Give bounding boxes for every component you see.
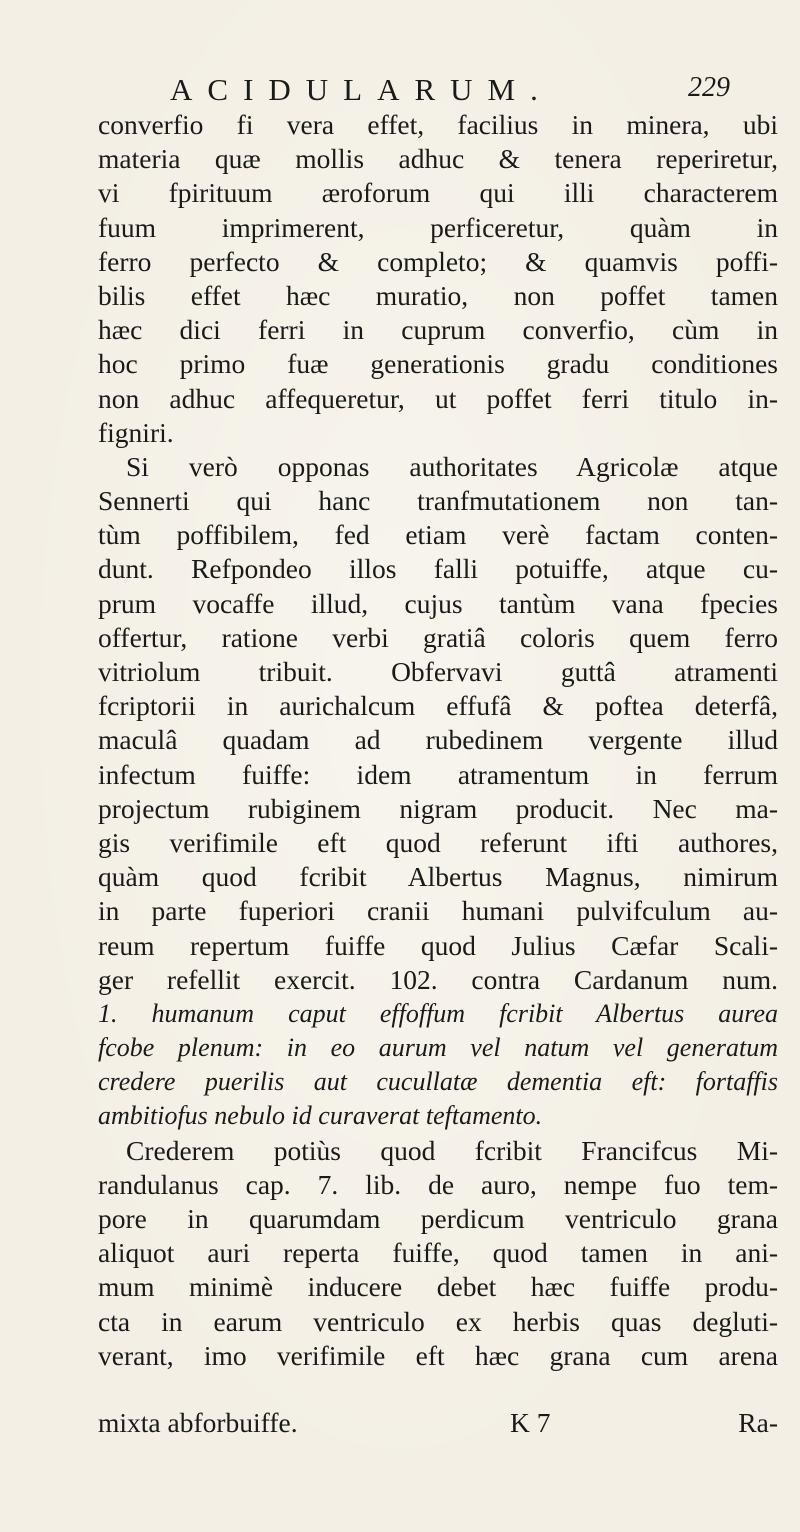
signature-mark: K 7 [510, 1407, 551, 1438]
text-line: fuum imprimerent, perficeretur, quàm in [98, 211, 778, 243]
text-line: dunt. Refpondeo illos falli potuiffe, atque cu- [98, 553, 778, 585]
text-line: projectum rubiginem nigram producit. Nec ma- [98, 792, 778, 824]
page-footer [98, 1406, 778, 1440]
text-line: hæc dici ferri in cuprum converfio, cùm in [98, 314, 778, 346]
text-line: infectum fuiffe: idem atramentum in ferrum [98, 758, 778, 790]
text-line: randulanus cap. 7. lib. de auro, nempe fuo tem- [98, 1168, 778, 1200]
text-line: in parte fuperiori cranii humani pulvifculum au- [98, 895, 778, 927]
text-line: fcriptorii in aurichalcum effufâ & poftea deterfâ, [98, 690, 778, 722]
text-line: aliquot auri reperta fuiffe, quod tamen in ani- [98, 1237, 778, 1269]
text-line: fcobe plenum: in eo aurum vel natum vel generatum [98, 1033, 778, 1063]
text-line: materia quæ mollis adhuc & tenera reperiretur, [98, 143, 778, 175]
catchword: Ra- [738, 1407, 778, 1438]
text-line: maculâ quadam ad rubedinem vergente illud [98, 724, 778, 756]
text-line: ger refellit exercit. 102. contra Cardanum num. [98, 963, 778, 995]
text-line: tùm poffibilem, fed etiam verè factam conten- [98, 519, 778, 551]
text-line: figniri. [98, 416, 174, 448]
text-line: vi fpirituum æroforum qui illi characterem [98, 177, 778, 209]
final-line: mixta abforbuiffe. [98, 1407, 298, 1438]
page-number: 229 [688, 72, 730, 103]
text-line: verant, imo verifimile eft hæc grana cum arena [98, 1339, 778, 1371]
text-line: Si verò opponas authoritates Agricolæ atque [126, 450, 778, 482]
text-line: converfio fi vera effet, facilius in minera, ubi [98, 109, 778, 140]
text-line: mum minimè inducere debet hæc fuiffe produ- [98, 1271, 778, 1303]
text-line: pore in quarumdam perdicum ventriculo grana [98, 1203, 778, 1234]
text-line: reum repertum fuiffe quod Julius Cæfar Scali- [98, 929, 778, 961]
text-line: Sennerti qui hanc tranfmutationem non tan- [98, 485, 778, 517]
text-line: ferro perfecto & completo; & quamvis poffi- [98, 245, 778, 277]
text-line: vitriolum tribuit. Obfervavi guttâ atramenti [98, 656, 778, 687]
text-line: 1. humanum caput effoffum fcribit Albertus aurea [98, 998, 778, 1028]
text-line: ambitiofus nebulo id curaverat teftamento. [98, 1101, 543, 1131]
body-text [98, 108, 778, 1373]
running-head: ACIDULARUM. [170, 72, 553, 107]
text-line: prum vocaffe illud, cujus tantùm vana fpecies [98, 587, 778, 619]
text-line: cta in earum ventriculo ex herbis quas degluti- [98, 1305, 778, 1337]
text-line: offertur, ratione verbi gratiâ coloris quem ferro [98, 621, 778, 653]
text-line: non adhuc affequeretur, ut poffet ferri titulo in- [98, 382, 778, 414]
text-line: Crederem potiùs quod fcribit Francifcus Mi- [126, 1134, 778, 1166]
text-line: quàm quod fcribit Albertus Magnus, nimirum [98, 861, 778, 893]
text-line: hoc primo fuæ generationis gradu conditiones [98, 348, 778, 380]
text-line: bilis effet hæc muratio, non poffet tamen [98, 279, 778, 311]
page-header [170, 72, 730, 112]
text-line: gis verifimile eft quod referunt ifti authores, [98, 826, 778, 858]
text-line: credere puerilis aut cucullatæ dementia eft: fortaffis [98, 1067, 778, 1097]
